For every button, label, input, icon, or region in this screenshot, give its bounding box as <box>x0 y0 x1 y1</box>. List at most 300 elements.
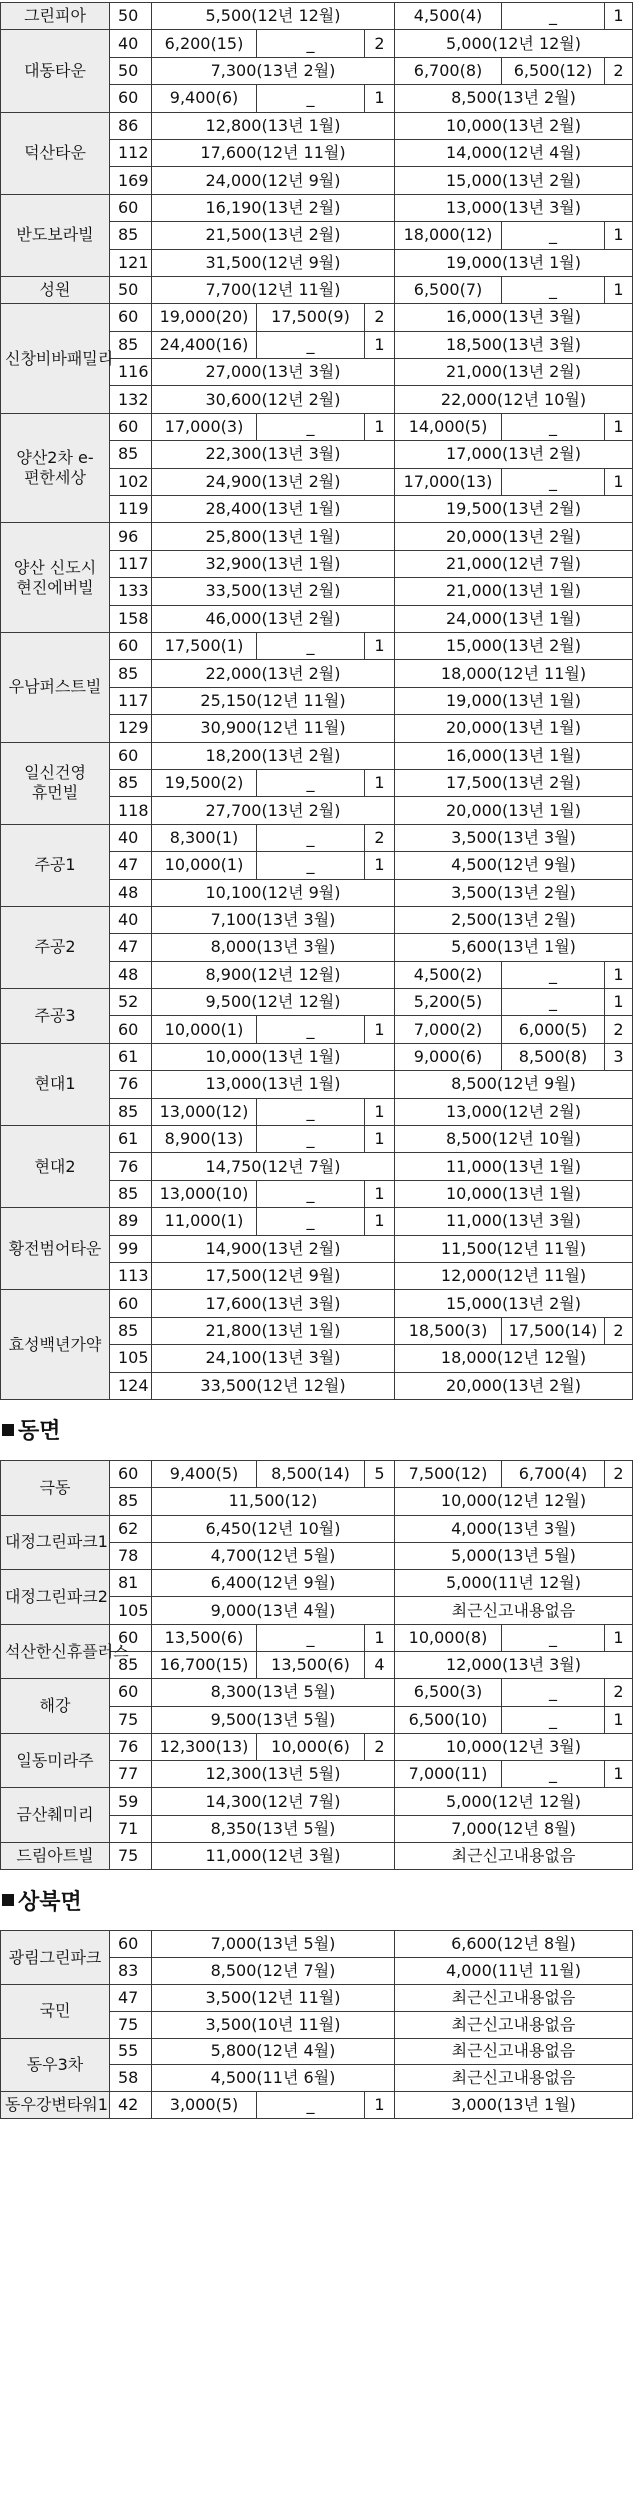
unit-size: 112 <box>110 139 152 166</box>
rent-price-latest: 최근신고내용없음 <box>395 1843 633 1870</box>
complex-name: 석산한신휴플러스 <box>1 1624 110 1679</box>
unit-size: 118 <box>110 797 152 824</box>
sale-price-high: 6,200(15) <box>152 30 257 57</box>
complex-name: 황전범어타운 <box>1 1208 110 1290</box>
rent-price-latest: 6,600(12년 8월) <box>395 1931 633 1958</box>
table-row <box>1 112 633 139</box>
rent-count: 2 <box>605 1317 633 1344</box>
sale-count: 1 <box>365 1180 395 1207</box>
sale-price-latest: 8,500(12년 7월) <box>152 1958 395 1985</box>
rent-count: 1 <box>605 276 633 303</box>
rent-price-latest: 21,000(13년 2월) <box>395 359 633 386</box>
sale-price-high: 13,000(12) <box>152 1098 257 1125</box>
sale-price-latest: 7,000(13년 5월) <box>152 1931 395 1958</box>
sale-price-low: 8,500(14) <box>257 1460 365 1487</box>
sale-count: 1 <box>365 331 395 358</box>
sale-price-latest: 9,500(13년 5월) <box>152 1706 395 1733</box>
sale-count: 1 <box>365 1126 395 1153</box>
unit-size: 77 <box>110 1761 152 1788</box>
rent-price-latest: 최근신고내용없음 <box>395 1597 633 1624</box>
rent-price-high: 18,500(3) <box>395 1317 502 1344</box>
sale-price-latest: 8,300(13년 5월) <box>152 1679 395 1706</box>
rent-price-latest: 16,000(13년 1월) <box>395 742 633 769</box>
rent-price-latest: 14,000(12년 4월) <box>395 139 633 166</box>
sale-count: 1 <box>365 1624 395 1651</box>
rent-price-latest: 21,000(13년 1월) <box>395 578 633 605</box>
sale-price-low: _ <box>257 769 365 796</box>
rent-price-low: _ <box>502 276 605 303</box>
sale-count: 4 <box>365 1652 395 1679</box>
table-row <box>1 194 633 221</box>
table-row <box>1 1043 633 1070</box>
unit-size: 50 <box>110 276 152 303</box>
unit-size: 117 <box>110 550 152 577</box>
sale-price-latest: 5,800(12년 4월) <box>152 2038 395 2065</box>
unit-size: 60 <box>110 1016 152 1043</box>
section-title: 동면 <box>18 1419 61 1445</box>
unit-size: 133 <box>110 578 152 605</box>
sale-price-latest: 27,700(13년 2월) <box>152 797 395 824</box>
sale-count: 1 <box>365 852 395 879</box>
unit-size: 76 <box>110 1153 152 1180</box>
rent-price-latest: 5,000(12년 12월) <box>395 30 633 57</box>
unit-size: 48 <box>110 961 152 988</box>
unit-size: 76 <box>110 1071 152 1098</box>
sale-price-latest: 21,500(13년 2월) <box>152 222 395 249</box>
rent-price-latest: 2,500(13년 2월) <box>395 906 633 933</box>
rent-price-latest: 20,000(13년 1월) <box>395 797 633 824</box>
table-row <box>1 413 633 440</box>
square-bullet-icon <box>2 1894 14 1906</box>
rent-price-latest: 21,000(12년 7월) <box>395 550 633 577</box>
table-row <box>1 1126 633 1153</box>
rent-price-latest: 15,000(13년 2월) <box>395 1290 633 1317</box>
rent-price-latest: 8,500(12년 10월) <box>395 1126 633 1153</box>
sale-count: 2 <box>365 1733 395 1760</box>
sale-price-low: _ <box>257 1624 365 1651</box>
rent-price-low: _ <box>502 1679 605 1706</box>
unit-size: 60 <box>110 304 152 331</box>
rent-price-latest: 10,000(12년 3월) <box>395 1733 633 1760</box>
section-header <box>0 1400 600 1460</box>
sale-price-latest: 7,100(13년 3월) <box>152 906 395 933</box>
sale-price-high: 10,000(1) <box>152 852 257 879</box>
rent-price-high: 9,000(6) <box>395 1043 502 1070</box>
unit-size: 59 <box>110 1788 152 1815</box>
rent-price-latest: 20,000(13년 2월) <box>395 523 633 550</box>
sale-price-low: _ <box>257 1208 365 1235</box>
complex-name: 주공1 <box>1 824 110 906</box>
sale-price-high: 13,500(6) <box>152 1624 257 1651</box>
unit-size: 99 <box>110 1235 152 1262</box>
unit-size: 81 <box>110 1570 152 1597</box>
rent-price-latest: 17,500(13년 2월) <box>395 769 633 796</box>
sale-price-latest: 24,000(12년 9월) <box>152 167 395 194</box>
sale-price-low: _ <box>257 1098 365 1125</box>
sale-price-latest: 8,000(13년 3월) <box>152 934 395 961</box>
sale-price-latest: 30,600(12년 2월) <box>152 386 395 413</box>
sale-price-latest: 14,300(12년 7월) <box>152 1788 395 1815</box>
complex-name: 드림아트빌 <box>1 1843 110 1870</box>
unit-size: 105 <box>110 1345 152 1372</box>
sale-price-latest: 17,600(13년 3월) <box>152 1290 395 1317</box>
sale-price-latest: 25,150(12년 11월) <box>152 687 395 714</box>
sale-price-latest: 8,900(12년 12월) <box>152 961 395 988</box>
rent-count: 1 <box>605 1706 633 1733</box>
sale-price-latest: 11,500(12) <box>152 1488 395 1515</box>
sale-price-latest: 6,400(12년 9월) <box>152 1570 395 1597</box>
sale-price-latest: 17,500(12년 9월) <box>152 1262 395 1289</box>
unit-size: 86 <box>110 112 152 139</box>
rent-price-latest: 10,000(13년 1월) <box>395 1180 633 1207</box>
rent-price-latest: 10,000(13년 2월) <box>395 112 633 139</box>
sale-price-low: _ <box>257 85 365 112</box>
sale-count: 1 <box>365 632 395 659</box>
table-row <box>1 30 633 57</box>
sale-count: 5 <box>365 1460 395 1487</box>
unit-size: 60 <box>110 1679 152 1706</box>
sale-price-latest: 7,300(13년 2월) <box>152 57 395 84</box>
square-bullet-icon <box>2 1424 14 1436</box>
sale-price-high: 8,900(13) <box>152 1126 257 1153</box>
unit-size: 48 <box>110 879 152 906</box>
section-header <box>0 1870 600 1930</box>
rent-price-latest: 10,000(12년 12월) <box>395 1488 633 1515</box>
sale-price-low: 17,500(9) <box>257 304 365 331</box>
rent-price-low: _ <box>502 3 605 30</box>
price-table <box>0 2 633 1400</box>
unit-size: 85 <box>110 1488 152 1515</box>
rent-price-latest: 16,000(13년 3월) <box>395 304 633 331</box>
table-row <box>1 1788 633 1815</box>
unit-size: 85 <box>110 1180 152 1207</box>
sale-price-high: 9,400(5) <box>152 1460 257 1487</box>
rent-price-low: 6,500(12) <box>502 57 605 84</box>
unit-size: 75 <box>110 1706 152 1733</box>
sale-price-low: _ <box>257 1016 365 1043</box>
sale-price-latest: 14,750(12년 7월) <box>152 1153 395 1180</box>
table-row <box>1 276 633 303</box>
rent-price-latest: 8,500(13년 2월) <box>395 85 633 112</box>
table-row <box>1 1733 633 1760</box>
rent-price-low: _ <box>502 1624 605 1651</box>
rent-price-high: 6,500(10) <box>395 1706 502 1733</box>
sale-price-latest: 3,500(12년 11월) <box>152 1984 395 2011</box>
sale-price-latest: 22,300(13년 3월) <box>152 441 395 468</box>
unit-size: 61 <box>110 1043 152 1070</box>
unit-size: 47 <box>110 934 152 961</box>
table-row <box>1 523 633 550</box>
unit-size: 71 <box>110 1815 152 1842</box>
rent-price-latest: 11,000(13년 1월) <box>395 1153 633 1180</box>
rent-count: 1 <box>605 3 633 30</box>
unit-size: 158 <box>110 605 152 632</box>
rent-price-low: _ <box>502 989 605 1016</box>
unit-size: 60 <box>110 85 152 112</box>
sale-count: 2 <box>365 304 395 331</box>
rent-price-latest: 13,000(12년 2월) <box>395 1098 633 1125</box>
sale-price-latest: 11,000(12년 3월) <box>152 1843 395 1870</box>
unit-size: 169 <box>110 167 152 194</box>
sale-price-low: 10,000(6) <box>257 1733 365 1760</box>
complex-name: 대정그린파크1 <box>1 1515 110 1570</box>
unit-size: 42 <box>110 2092 152 2119</box>
complex-name: 성원 <box>1 276 110 303</box>
unit-size: 117 <box>110 687 152 714</box>
unit-size: 62 <box>110 1515 152 1542</box>
unit-size: 119 <box>110 496 152 523</box>
rent-price-low: _ <box>502 1706 605 1733</box>
complex-name: 현대1 <box>1 1043 110 1125</box>
unit-size: 113 <box>110 1262 152 1289</box>
rent-price-low: _ <box>502 961 605 988</box>
sale-price-low: 13,500(6) <box>257 1652 365 1679</box>
complex-name: 동우3차 <box>1 2038 110 2092</box>
rent-price-latest: 19,000(13년 1월) <box>395 687 633 714</box>
sale-price-latest: 16,190(13년 2월) <box>152 194 395 221</box>
rent-price-latest: 4,000(11년 11월) <box>395 1958 633 1985</box>
table-row <box>1 906 633 933</box>
sale-price-high: 3,000(5) <box>152 2092 257 2119</box>
rent-count: 1 <box>605 961 633 988</box>
complex-name: 대동타운 <box>1 30 110 112</box>
price-table <box>0 1460 633 1870</box>
sale-count: 1 <box>365 413 395 440</box>
rent-count: 1 <box>605 989 633 1016</box>
complex-name: 극동 <box>1 1460 110 1515</box>
rent-price-latest: 15,000(13년 2월) <box>395 632 633 659</box>
sale-price-high: 19,000(20) <box>152 304 257 331</box>
unit-size: 60 <box>110 1624 152 1651</box>
rent-price-latest: 5,600(13년 1월) <box>395 934 633 961</box>
rent-price-latest: 18,000(12년 12월) <box>395 1345 633 1372</box>
rent-price-latest: 18,000(12년 11월) <box>395 660 633 687</box>
rent-price-latest: 8,500(12년 9월) <box>395 1071 633 1098</box>
unit-size: 76 <box>110 1733 152 1760</box>
sale-price-latest: 8,350(13년 5월) <box>152 1815 395 1842</box>
sale-count: 1 <box>365 1098 395 1125</box>
rent-count: 1 <box>605 1761 633 1788</box>
unit-size: 47 <box>110 1984 152 2011</box>
rent-price-high: 14,000(5) <box>395 413 502 440</box>
complex-name: 주공2 <box>1 906 110 988</box>
rent-count: 1 <box>605 413 633 440</box>
rent-price-latest: 3,500(13년 2월) <box>395 879 633 906</box>
rent-price-latest: 최근신고내용없음 <box>395 1984 633 2011</box>
sale-price-latest: 46,000(13년 2월) <box>152 605 395 632</box>
sale-price-high: 19,500(2) <box>152 769 257 796</box>
unit-size: 50 <box>110 3 152 30</box>
table-row <box>1 2038 633 2065</box>
complex-name: 대정그린파크2 <box>1 1570 110 1625</box>
complex-name: 그린피아 <box>1 3 110 30</box>
unit-size: 75 <box>110 2011 152 2038</box>
unit-size: 85 <box>110 222 152 249</box>
unit-size: 85 <box>110 1652 152 1679</box>
rent-price-latest: 5,000(11년 12월) <box>395 1570 633 1597</box>
price-table <box>0 1930 633 2119</box>
table-row <box>1 989 633 1016</box>
sale-price-latest: 18,200(13년 2월) <box>152 742 395 769</box>
unit-size: 60 <box>110 1290 152 1317</box>
unit-size: 47 <box>110 852 152 879</box>
unit-size: 85 <box>110 660 152 687</box>
unit-size: 105 <box>110 1597 152 1624</box>
rent-price-high: 7,500(12) <box>395 1460 502 1487</box>
rent-price-low: 8,500(8) <box>502 1043 605 1070</box>
sale-price-low: _ <box>257 852 365 879</box>
unit-size: 85 <box>110 1317 152 1344</box>
complex-name: 주공3 <box>1 989 110 1044</box>
complex-name: 동우강변타워1 <box>1 2092 110 2119</box>
rent-price-latest: 18,500(13년 3월) <box>395 331 633 358</box>
unit-size: 85 <box>110 769 152 796</box>
rent-price-latest: 12,000(12년 11월) <box>395 1262 633 1289</box>
unit-size: 75 <box>110 1843 152 1870</box>
sale-price-latest: 24,900(13년 2월) <box>152 468 395 495</box>
rent-price-latest: 19,000(13년 1월) <box>395 249 633 276</box>
sale-count: 1 <box>365 1208 395 1235</box>
rent-price-latest: 최근신고내용없음 <box>395 2038 633 2065</box>
rent-price-high: 10,000(8) <box>395 1624 502 1651</box>
unit-size: 85 <box>110 331 152 358</box>
table-row <box>1 1208 633 1235</box>
rent-price-latest: 12,000(13년 3월) <box>395 1652 633 1679</box>
sale-count: 1 <box>365 2092 395 2119</box>
sale-price-low: _ <box>257 1180 365 1207</box>
rent-count: 2 <box>605 1679 633 1706</box>
unit-size: 40 <box>110 824 152 851</box>
unit-size: 83 <box>110 1958 152 1985</box>
rent-price-latest: 17,000(13년 2월) <box>395 441 633 468</box>
unit-size: 116 <box>110 359 152 386</box>
sale-price-low: _ <box>257 30 365 57</box>
complex-name: 효성백년가약 <box>1 1290 110 1400</box>
rent-price-low: 17,500(14) <box>502 1317 605 1344</box>
complex-name: 신창비바패밀리 <box>1 304 110 414</box>
rent-price-high: 5,200(5) <box>395 989 502 1016</box>
sale-price-low: _ <box>257 1126 365 1153</box>
sale-price-latest: 10,000(13년 1월) <box>152 1043 395 1070</box>
sale-price-low: _ <box>257 331 365 358</box>
unit-size: 60 <box>110 194 152 221</box>
table-row <box>1 1570 633 1597</box>
unit-size: 60 <box>110 632 152 659</box>
table-row <box>1 1679 633 1706</box>
complex-name: 반도보라빌 <box>1 194 110 276</box>
table-row <box>1 1931 633 1958</box>
unit-size: 60 <box>110 1931 152 1958</box>
table-row <box>1 1290 633 1317</box>
unit-size: 96 <box>110 523 152 550</box>
sale-price-latest: 17,600(12년 11월) <box>152 139 395 166</box>
rent-price-low: _ <box>502 1761 605 1788</box>
unit-size: 52 <box>110 989 152 1016</box>
rent-price-latest: 3,500(13년 3월) <box>395 824 633 851</box>
sale-price-high: 9,400(6) <box>152 85 257 112</box>
rent-price-latest: 4,000(13년 3월) <box>395 1515 633 1542</box>
complex-name: 양산2차 e-편한세상 <box>1 413 110 523</box>
complex-name: 일신건영 휴먼빌 <box>1 742 110 824</box>
sale-price-latest: 4,500(11년 6월) <box>152 2065 395 2092</box>
complex-name: 우남퍼스트빌 <box>1 632 110 742</box>
sale-price-latest: 14,900(13년 2월) <box>152 1235 395 1262</box>
rent-price-low: _ <box>502 222 605 249</box>
rent-price-latest: 7,000(12년 8월) <box>395 1815 633 1842</box>
sale-price-latest: 5,500(12년 12월) <box>152 3 395 30</box>
rent-price-latest: 4,500(12년 9월) <box>395 852 633 879</box>
rent-price-high: 18,000(12) <box>395 222 502 249</box>
rent-count: 2 <box>605 57 633 84</box>
unit-size: 58 <box>110 2065 152 2092</box>
complex-name: 해강 <box>1 1679 110 1734</box>
rent-count: 1 <box>605 468 633 495</box>
rent-count: 3 <box>605 1043 633 1070</box>
rent-price-latest: 24,000(13년 1월) <box>395 605 633 632</box>
sale-price-latest: 27,000(13년 3월) <box>152 359 395 386</box>
rent-price-high: 7,000(11) <box>395 1761 502 1788</box>
table-row <box>1 1624 633 1651</box>
sale-count: 1 <box>365 1016 395 1043</box>
table-row <box>1 1843 633 1870</box>
rent-price-low: _ <box>502 468 605 495</box>
rent-price-latest: 19,500(13년 2월) <box>395 496 633 523</box>
sale-price-latest: 3,500(10년 11월) <box>152 2011 395 2038</box>
rent-price-low: 6,700(4) <box>502 1460 605 1487</box>
sale-price-latest: 21,800(13년 1월) <box>152 1317 395 1344</box>
unit-size: 40 <box>110 30 152 57</box>
rent-price-latest: 20,000(13년 1월) <box>395 715 633 742</box>
unit-size: 50 <box>110 57 152 84</box>
sale-price-low: _ <box>257 824 365 851</box>
unit-size: 102 <box>110 468 152 495</box>
rent-price-latest: 15,000(13년 2월) <box>395 167 633 194</box>
rent-price-latest: 11,000(13년 3월) <box>395 1208 633 1235</box>
unit-size: 78 <box>110 1542 152 1569</box>
rent-price-high: 4,500(4) <box>395 3 502 30</box>
unit-size: 40 <box>110 906 152 933</box>
unit-size: 55 <box>110 2038 152 2065</box>
table-row <box>1 824 633 851</box>
table-row <box>1 1460 633 1487</box>
sale-price-high: 16,700(15) <box>152 1652 257 1679</box>
table-row <box>1 3 633 30</box>
complex-name: 금산췌미리 <box>1 1788 110 1843</box>
section-title: 상북면 <box>18 1889 82 1915</box>
sale-price-latest: 25,800(13년 1월) <box>152 523 395 550</box>
rent-price-high: 6,500(3) <box>395 1679 502 1706</box>
complex-name: 양산 신도시 현진에버빌 <box>1 523 110 633</box>
rent-price-latest: 22,000(12년 10월) <box>395 386 633 413</box>
complex-name: 일동미라주 <box>1 1733 110 1788</box>
sale-price-latest: 33,500(12년 12월) <box>152 1372 395 1399</box>
rent-price-latest: 5,000(12년 12월) <box>395 1788 633 1815</box>
sale-price-high: 8,300(1) <box>152 824 257 851</box>
rent-price-latest: 20,000(13년 2월) <box>395 1372 633 1399</box>
sale-price-latest: 12,300(13년 5월) <box>152 1761 395 1788</box>
complex-name: 광림그린파크 <box>1 1931 110 1985</box>
unit-size: 124 <box>110 1372 152 1399</box>
unit-size: 132 <box>110 386 152 413</box>
table-row <box>1 2092 633 2119</box>
sale-price-latest: 22,000(13년 2월) <box>152 660 395 687</box>
unit-size: 121 <box>110 249 152 276</box>
sale-count: 2 <box>365 30 395 57</box>
rent-count: 1 <box>605 1624 633 1651</box>
sale-price-high: 10,000(1) <box>152 1016 257 1043</box>
rent-price-low: 6,000(5) <box>502 1016 605 1043</box>
unit-size: 61 <box>110 1126 152 1153</box>
